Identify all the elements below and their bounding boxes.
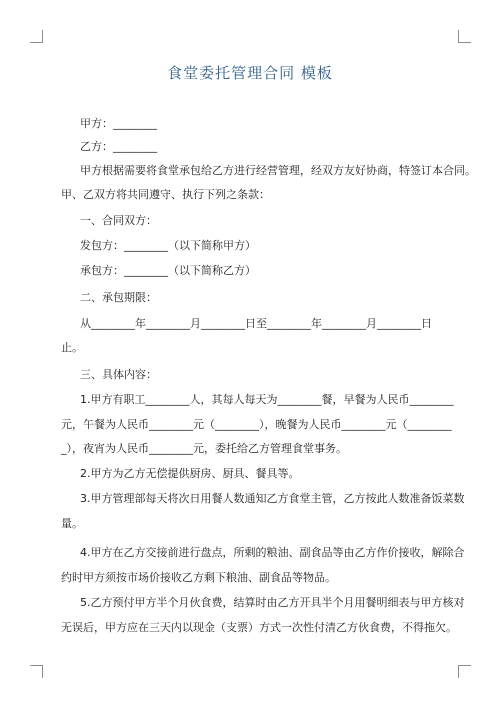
intro-line-1: 甲方根据需要将食堂承包给乙方进行经营管理，经双方友好协商，特签订本合同。	[80, 164, 476, 177]
section-1-heading: 一、合同双方：	[80, 214, 157, 227]
item-5-line-b: 无误后，甲方应在三天内以现金（支票）方式一次性付清乙方伙食费，不得拖欠。	[61, 621, 457, 634]
item-1-line-c: _），夜宵为人民币________元，委托给乙方管理食堂事务。	[61, 442, 347, 455]
contractee-line: 承包方：________（以下简称乙方）	[80, 264, 256, 277]
item-1-line-b: 元，午餐为人民币________元（________），晚餐为人民币________元（________	[61, 418, 452, 431]
item-1-line-a: 1.甲方有职工________人，其每人每天为________餐，早餐为人民币________	[80, 393, 454, 406]
party-b-line: 乙方：________	[80, 140, 157, 153]
document-title: 食堂委托管理合同 模板	[167, 64, 333, 82]
item-2-line: 2.甲方为乙方无偿提供厨房、厨具、餐具等。	[80, 467, 300, 480]
section-3-heading: 三、具体内容：	[80, 368, 157, 381]
period-line-1: 从________年________月________日至________年________月________日	[80, 317, 432, 330]
section-2-heading: 二、承包期限：	[80, 291, 157, 304]
intro-line-2: 甲、乙双方将共同遵守、执行下列之条款：	[61, 188, 270, 201]
contractor-line: 发包方：________（以下简称甲方）	[80, 239, 256, 252]
item-5-line-a: 5.乙方预付甲方半个月伙食费，结算时由乙方开具半个月用餐明细表与甲方核对	[80, 596, 465, 609]
item-4-line-a: 4.甲方在乙方交接前进行盘点，所剩的粮油、副食品等由乙方作价接收，解除合	[80, 546, 465, 559]
crop-mark-bottom-left	[30, 665, 43, 678]
party-a-line: 甲方：________	[80, 117, 157, 130]
crop-mark-bottom-right	[458, 665, 471, 678]
item-3-line-b: 量。	[61, 517, 83, 530]
item-4-line-b: 约时甲方须按市场价接收乙方剩下粮油、副食品等物品。	[61, 571, 336, 584]
crop-mark-top-right	[458, 30, 471, 43]
crop-mark-top-left	[30, 30, 43, 43]
period-line-2: 止。	[61, 341, 83, 354]
item-3-line-a: 3.甲方管理部每天将次日用餐人数通知乙方食堂主管，乙方按此人数准备饭菜数	[80, 492, 465, 505]
